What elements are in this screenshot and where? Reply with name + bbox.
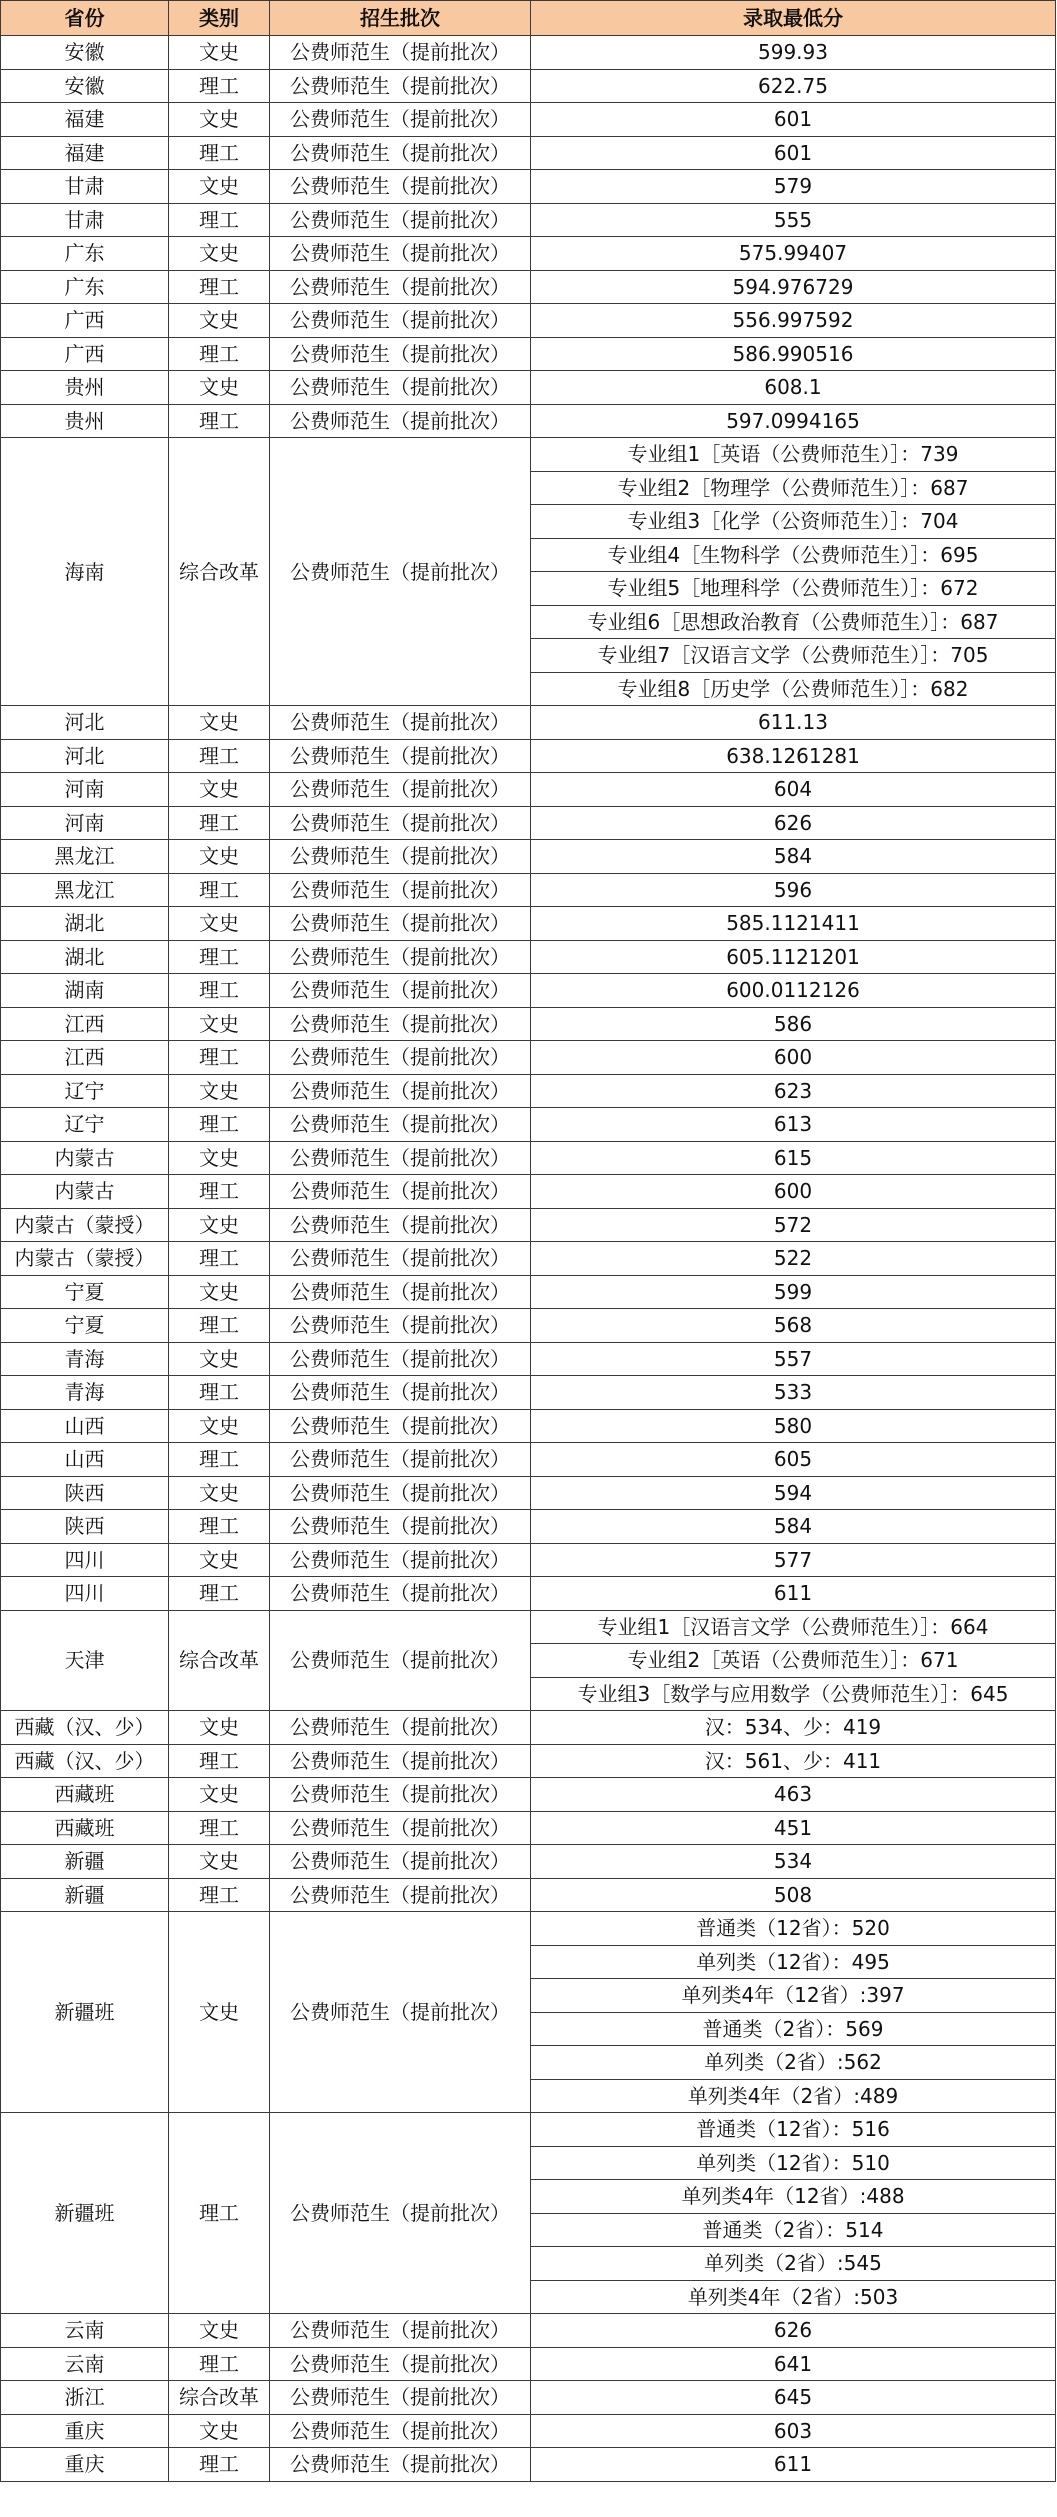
cell-province: 陕西 bbox=[1, 1476, 169, 1510]
cell-province: 内蒙古 bbox=[1, 1175, 169, 1209]
table-row bbox=[1, 1108, 1056, 1142]
cell-province: 内蒙古（蒙授） bbox=[1, 1208, 169, 1242]
cell-category: 理工 bbox=[169, 2448, 270, 2482]
cell-category: 理工 bbox=[169, 806, 270, 840]
cell-province: 辽宁 bbox=[1, 1108, 169, 1142]
cell-category: 文史 bbox=[169, 1409, 270, 1443]
cell-category: 理工 bbox=[169, 1744, 270, 1778]
table-row bbox=[1, 706, 1056, 740]
cell-batch: 公费师范生（提前批次） bbox=[270, 1610, 531, 1711]
cell-min-score: 专业组1［汉语言文学（公费师范生）］：664 bbox=[531, 1610, 1056, 1644]
cell-batch: 公费师范生（提前批次） bbox=[270, 1577, 531, 1611]
cell-category: 文史 bbox=[169, 2314, 270, 2348]
cell-min-score: 单列类4年（12省）:488 bbox=[531, 2180, 1056, 2214]
table-row bbox=[1, 1175, 1056, 1209]
cell-min-score: 594 bbox=[531, 1476, 1056, 1510]
cell-category: 理工 bbox=[169, 1309, 270, 1343]
cell-min-score: 585.1121411 bbox=[531, 907, 1056, 941]
cell-province: 湖南 bbox=[1, 974, 169, 1008]
cell-category: 文史 bbox=[169, 1476, 270, 1510]
cell-batch: 公费师范生（提前批次） bbox=[270, 2113, 531, 2314]
cell-min-score: 623 bbox=[531, 1074, 1056, 1108]
table-row bbox=[1, 36, 1056, 70]
table-row bbox=[1, 1510, 1056, 1544]
table-row bbox=[1, 170, 1056, 204]
cell-min-score: 611 bbox=[531, 2448, 1056, 2482]
cell-category: 理工 bbox=[169, 203, 270, 237]
cell-min-score: 522 bbox=[531, 1242, 1056, 1276]
table-row bbox=[1, 2113, 1056, 2147]
cell-batch: 公费师范生（提前批次） bbox=[270, 36, 531, 70]
cell-category: 综合改革 bbox=[169, 438, 270, 706]
cell-min-score: 603 bbox=[531, 2414, 1056, 2448]
cell-batch: 公费师范生（提前批次） bbox=[270, 1175, 531, 1209]
cell-province: 重庆 bbox=[1, 2448, 169, 2482]
cell-province: 河北 bbox=[1, 739, 169, 773]
table-row bbox=[1, 1778, 1056, 1812]
cell-min-score: 584 bbox=[531, 840, 1056, 874]
cell-batch: 公费师范生（提前批次） bbox=[270, 1309, 531, 1343]
cell-category: 理工 bbox=[169, 1041, 270, 1075]
cell-batch: 公费师范生（提前批次） bbox=[270, 1007, 531, 1041]
cell-category: 理工 bbox=[169, 1108, 270, 1142]
cell-province: 浙江 bbox=[1, 2381, 169, 2415]
cell-category: 文史 bbox=[169, 706, 270, 740]
cell-min-score: 463 bbox=[531, 1778, 1056, 1812]
cell-batch: 公费师范生（提前批次） bbox=[270, 773, 531, 807]
cell-province: 福建 bbox=[1, 103, 169, 137]
cell-category: 理工 bbox=[169, 1443, 270, 1477]
cell-min-score: 单列类（12省）：510 bbox=[531, 2146, 1056, 2180]
cell-province: 四川 bbox=[1, 1543, 169, 1577]
table-row bbox=[1, 873, 1056, 907]
cell-category: 文史 bbox=[169, 773, 270, 807]
cell-category: 理工 bbox=[169, 1510, 270, 1544]
cell-province: 贵州 bbox=[1, 404, 169, 438]
cell-min-score: 533 bbox=[531, 1376, 1056, 1410]
table-row bbox=[1, 2314, 1056, 2348]
cell-category: 文史 bbox=[169, 304, 270, 338]
cell-category: 文史 bbox=[169, 907, 270, 941]
cell-batch: 公费师范生（提前批次） bbox=[270, 304, 531, 338]
cell-min-score: 600.0112126 bbox=[531, 974, 1056, 1008]
cell-batch: 公费师范生（提前批次） bbox=[270, 1074, 531, 1108]
cell-batch: 公费师范生（提前批次） bbox=[270, 1744, 531, 1778]
cell-min-score: 600 bbox=[531, 1041, 1056, 1075]
table-row bbox=[1, 1409, 1056, 1443]
table-row bbox=[1, 1007, 1056, 1041]
cell-category: 理工 bbox=[169, 404, 270, 438]
table-row bbox=[1, 1912, 1056, 1946]
cell-category: 理工 bbox=[169, 337, 270, 371]
cell-min-score: 普通类（12省）：520 bbox=[531, 1912, 1056, 1946]
cell-min-score: 586 bbox=[531, 1007, 1056, 1041]
cell-min-score: 专业组4［生物科学（公费师范生）］：695 bbox=[531, 538, 1056, 572]
table-row bbox=[1, 773, 1056, 807]
cell-min-score: 622.75 bbox=[531, 69, 1056, 103]
header-min-score: 录取最低分 bbox=[531, 1, 1056, 36]
cell-province: 甘肃 bbox=[1, 170, 169, 204]
cell-batch: 公费师范生（提前批次） bbox=[270, 1711, 531, 1745]
cell-batch: 公费师范生（提前批次） bbox=[270, 1342, 531, 1376]
table-row bbox=[1, 1811, 1056, 1845]
cell-category: 理工 bbox=[169, 136, 270, 170]
table-row bbox=[1, 371, 1056, 405]
table-row bbox=[1, 840, 1056, 874]
table-row bbox=[1, 337, 1056, 371]
cell-min-score: 611.13 bbox=[531, 706, 1056, 740]
header-category: 类别 bbox=[169, 1, 270, 36]
cell-province: 青海 bbox=[1, 1342, 169, 1376]
cell-category: 综合改革 bbox=[169, 2381, 270, 2415]
cell-category: 文史 bbox=[169, 1845, 270, 1879]
cell-category: 理工 bbox=[169, 739, 270, 773]
cell-batch: 公费师范生（提前批次） bbox=[270, 1108, 531, 1142]
cell-category: 文史 bbox=[169, 237, 270, 271]
cell-batch: 公费师范生（提前批次） bbox=[270, 1778, 531, 1812]
cell-min-score: 600 bbox=[531, 1175, 1056, 1209]
cell-batch: 公费师范生（提前批次） bbox=[270, 840, 531, 874]
cell-category: 文史 bbox=[169, 1543, 270, 1577]
cell-category: 理工 bbox=[169, 2347, 270, 2381]
table-row bbox=[1, 1577, 1056, 1611]
cell-category: 文史 bbox=[169, 1275, 270, 1309]
cell-batch: 公费师范生（提前批次） bbox=[270, 371, 531, 405]
cell-min-score: 599.93 bbox=[531, 36, 1056, 70]
cell-province: 广西 bbox=[1, 337, 169, 371]
cell-batch: 公费师范生（提前批次） bbox=[270, 974, 531, 1008]
table-row bbox=[1, 237, 1056, 271]
cell-province: 江西 bbox=[1, 1007, 169, 1041]
cell-min-score: 604 bbox=[531, 773, 1056, 807]
cell-batch: 公费师范生（提前批次） bbox=[270, 1376, 531, 1410]
cell-min-score: 专业组3［化学（公资师范生）］：704 bbox=[531, 505, 1056, 539]
cell-category: 理工 bbox=[169, 2113, 270, 2314]
table-row bbox=[1, 940, 1056, 974]
cell-category: 理工 bbox=[169, 974, 270, 1008]
cell-min-score: 638.1261281 bbox=[531, 739, 1056, 773]
cell-min-score: 专业组1［英语（公费师范生）］：739 bbox=[531, 438, 1056, 472]
table-row bbox=[1, 2381, 1056, 2415]
cell-province: 甘肃 bbox=[1, 203, 169, 237]
cell-min-score: 557 bbox=[531, 1342, 1056, 1376]
table-row bbox=[1, 69, 1056, 103]
cell-min-score: 611 bbox=[531, 1577, 1056, 1611]
cell-batch: 公费师范生（提前批次） bbox=[270, 103, 531, 137]
cell-category: 文史 bbox=[169, 1342, 270, 1376]
table-row bbox=[1, 1744, 1056, 1778]
cell-batch: 公费师范生（提前批次） bbox=[270, 438, 531, 706]
cell-category: 理工 bbox=[169, 1878, 270, 1912]
cell-min-score: 单列类4年（2省）:503 bbox=[531, 2280, 1056, 2314]
cell-min-score: 专业组6［思想政治教育（公费师范生）］：687 bbox=[531, 605, 1056, 639]
header-province: 省份 bbox=[1, 1, 169, 36]
cell-batch: 公费师范生（提前批次） bbox=[270, 739, 531, 773]
cell-province: 天津 bbox=[1, 1610, 169, 1711]
table-row bbox=[1, 203, 1056, 237]
cell-province: 河北 bbox=[1, 706, 169, 740]
cell-min-score: 605.1121201 bbox=[531, 940, 1056, 974]
cell-batch: 公费师范生（提前批次） bbox=[270, 1912, 531, 2113]
table-row bbox=[1, 438, 1056, 472]
cell-min-score: 556.997592 bbox=[531, 304, 1056, 338]
cell-batch: 公费师范生（提前批次） bbox=[270, 1878, 531, 1912]
cell-min-score: 568 bbox=[531, 1309, 1056, 1343]
table-row bbox=[1, 907, 1056, 941]
cell-min-score: 专业组8［历史学（公费师范生）］：682 bbox=[531, 672, 1056, 706]
cell-category: 文史 bbox=[169, 371, 270, 405]
table-row bbox=[1, 270, 1056, 304]
cell-batch: 公费师范生（提前批次） bbox=[270, 170, 531, 204]
cell-min-score: 451 bbox=[531, 1811, 1056, 1845]
cell-batch: 公费师范生（提前批次） bbox=[270, 270, 531, 304]
cell-batch: 公费师范生（提前批次） bbox=[270, 1543, 531, 1577]
cell-province: 海南 bbox=[1, 438, 169, 706]
cell-min-score: 594.976729 bbox=[531, 270, 1056, 304]
cell-batch: 公费师范生（提前批次） bbox=[270, 404, 531, 438]
cell-min-score: 601 bbox=[531, 136, 1056, 170]
cell-min-score: 580 bbox=[531, 1409, 1056, 1443]
cell-province: 湖北 bbox=[1, 907, 169, 941]
cell-province: 西藏（汉、少） bbox=[1, 1711, 169, 1745]
table-row bbox=[1, 1443, 1056, 1477]
cell-batch: 公费师范生（提前批次） bbox=[270, 873, 531, 907]
cell-category: 理工 bbox=[169, 270, 270, 304]
cell-batch: 公费师范生（提前批次） bbox=[270, 1208, 531, 1242]
cell-batch: 公费师范生（提前批次） bbox=[270, 69, 531, 103]
cell-batch: 公费师范生（提前批次） bbox=[270, 806, 531, 840]
cell-min-score: 601 bbox=[531, 103, 1056, 137]
cell-province: 广东 bbox=[1, 237, 169, 271]
cell-category: 理工 bbox=[169, 1175, 270, 1209]
cell-province: 贵州 bbox=[1, 371, 169, 405]
cell-min-score: 613 bbox=[531, 1108, 1056, 1142]
cell-province: 辽宁 bbox=[1, 1074, 169, 1108]
cell-min-score: 单列类（12省）：495 bbox=[531, 1945, 1056, 1979]
cell-min-score: 579 bbox=[531, 170, 1056, 204]
cell-batch: 公费师范生（提前批次） bbox=[270, 1409, 531, 1443]
cell-category: 理工 bbox=[169, 873, 270, 907]
cell-batch: 公费师范生（提前批次） bbox=[270, 1275, 531, 1309]
cell-province: 河南 bbox=[1, 773, 169, 807]
cell-min-score: 专业组2［英语（公费师范生）］：671 bbox=[531, 1644, 1056, 1678]
cell-min-score: 汉：561、少：411 bbox=[531, 1744, 1056, 1778]
table-row bbox=[1, 1242, 1056, 1276]
cell-category: 理工 bbox=[169, 1811, 270, 1845]
cell-province: 湖北 bbox=[1, 940, 169, 974]
cell-batch: 公费师范生（提前批次） bbox=[270, 1811, 531, 1845]
table-row bbox=[1, 304, 1056, 338]
cell-batch: 公费师范生（提前批次） bbox=[270, 2314, 531, 2348]
cell-category: 文史 bbox=[169, 103, 270, 137]
cell-min-score: 597.0994165 bbox=[531, 404, 1056, 438]
table-row bbox=[1, 1845, 1056, 1879]
table-row bbox=[1, 2347, 1056, 2381]
cell-province: 新疆 bbox=[1, 1845, 169, 1879]
cell-province: 黑龙江 bbox=[1, 873, 169, 907]
cell-min-score: 641 bbox=[531, 2347, 1056, 2381]
cell-min-score: 615 bbox=[531, 1141, 1056, 1175]
table-row bbox=[1, 136, 1056, 170]
cell-min-score: 专业组7［汉语言文学（公费师范生）］：705 bbox=[531, 639, 1056, 673]
cell-min-score: 普通类（2省）：514 bbox=[531, 2213, 1056, 2247]
cell-min-score: 508 bbox=[531, 1878, 1056, 1912]
cell-batch: 公费师范生（提前批次） bbox=[270, 237, 531, 271]
cell-batch: 公费师范生（提前批次） bbox=[270, 2448, 531, 2482]
cell-province: 安徽 bbox=[1, 36, 169, 70]
cell-min-score: 专业组3［数学与应用数学（公费师范生）］：645 bbox=[531, 1677, 1056, 1711]
cell-batch: 公费师范生（提前批次） bbox=[270, 1476, 531, 1510]
cell-province: 河南 bbox=[1, 806, 169, 840]
cell-province: 西藏班 bbox=[1, 1778, 169, 1812]
cell-min-score: 572 bbox=[531, 1208, 1056, 1242]
cell-category: 综合改革 bbox=[169, 1610, 270, 1711]
cell-category: 文史 bbox=[169, 1912, 270, 2113]
cell-batch: 公费师范生（提前批次） bbox=[270, 1242, 531, 1276]
cell-min-score: 普通类（2省）：569 bbox=[531, 2012, 1056, 2046]
cell-province: 宁夏 bbox=[1, 1275, 169, 1309]
cell-min-score: 534 bbox=[531, 1845, 1056, 1879]
cell-min-score: 汉：534、少：419 bbox=[531, 1711, 1056, 1745]
cell-category: 理工 bbox=[169, 1242, 270, 1276]
table-body bbox=[1, 36, 1056, 2482]
cell-category: 文史 bbox=[169, 1208, 270, 1242]
table-row bbox=[1, 739, 1056, 773]
cell-province: 山西 bbox=[1, 1443, 169, 1477]
cell-min-score: 626 bbox=[531, 806, 1056, 840]
cell-min-score: 专业组2［物理学（公费师范生）］：687 bbox=[531, 471, 1056, 505]
cell-min-score: 单列类4年（2省）:489 bbox=[531, 2079, 1056, 2113]
table-row bbox=[1, 1711, 1056, 1745]
table-row bbox=[1, 806, 1056, 840]
cell-province: 福建 bbox=[1, 136, 169, 170]
cell-province: 广西 bbox=[1, 304, 169, 338]
cell-batch: 公费师范生（提前批次） bbox=[270, 706, 531, 740]
cell-min-score: 单列类（2省）:545 bbox=[531, 2247, 1056, 2281]
table-row bbox=[1, 1141, 1056, 1175]
cell-province: 四川 bbox=[1, 1577, 169, 1611]
cell-category: 文史 bbox=[169, 1141, 270, 1175]
table-header-row bbox=[1, 1, 1056, 36]
header-batch: 招生批次 bbox=[270, 1, 531, 36]
cell-batch: 公费师范生（提前批次） bbox=[270, 136, 531, 170]
cell-min-score: 575.99407 bbox=[531, 237, 1056, 271]
cell-province: 山西 bbox=[1, 1409, 169, 1443]
table-row bbox=[1, 1208, 1056, 1242]
cell-batch: 公费师范生（提前批次） bbox=[270, 337, 531, 371]
cell-batch: 公费师范生（提前批次） bbox=[270, 2347, 531, 2381]
cell-min-score: 555 bbox=[531, 203, 1056, 237]
table-row bbox=[1, 1376, 1056, 1410]
cell-min-score: 单列类4年（12省）:397 bbox=[531, 1979, 1056, 2013]
cell-province: 广东 bbox=[1, 270, 169, 304]
cell-min-score: 626 bbox=[531, 2314, 1056, 2348]
table-row bbox=[1, 1275, 1056, 1309]
cell-category: 理工 bbox=[169, 940, 270, 974]
cell-province: 云南 bbox=[1, 2314, 169, 2348]
cell-category: 文史 bbox=[169, 36, 270, 70]
cell-category: 文史 bbox=[169, 840, 270, 874]
cell-province: 黑龙江 bbox=[1, 840, 169, 874]
cell-province: 重庆 bbox=[1, 2414, 169, 2448]
cell-batch: 公费师范生（提前批次） bbox=[270, 1141, 531, 1175]
cell-province: 青海 bbox=[1, 1376, 169, 1410]
cell-min-score: 645 bbox=[531, 2381, 1056, 2415]
cell-category: 文史 bbox=[169, 1007, 270, 1041]
cell-batch: 公费师范生（提前批次） bbox=[270, 1041, 531, 1075]
cell-batch: 公费师范生（提前批次） bbox=[270, 1510, 531, 1544]
table-row bbox=[1, 974, 1056, 1008]
cell-batch: 公费师范生（提前批次） bbox=[270, 1443, 531, 1477]
cell-batch: 公费师范生（提前批次） bbox=[270, 2414, 531, 2448]
cell-province: 西藏班 bbox=[1, 1811, 169, 1845]
cell-min-score: 586.990516 bbox=[531, 337, 1056, 371]
cell-batch: 公费师范生（提前批次） bbox=[270, 907, 531, 941]
cell-batch: 公费师范生（提前批次） bbox=[270, 203, 531, 237]
cell-min-score: 普通类（12省）：516 bbox=[531, 2113, 1056, 2147]
cell-min-score: 599 bbox=[531, 1275, 1056, 1309]
cell-category: 文史 bbox=[169, 1074, 270, 1108]
cell-province: 新疆 bbox=[1, 1878, 169, 1912]
cell-min-score: 608.1 bbox=[531, 371, 1056, 405]
table-row bbox=[1, 1543, 1056, 1577]
table-row bbox=[1, 2448, 1056, 2482]
table-row bbox=[1, 404, 1056, 438]
table-row bbox=[1, 1074, 1056, 1108]
cell-category: 理工 bbox=[169, 1577, 270, 1611]
cell-batch: 公费师范生（提前批次） bbox=[270, 1845, 531, 1879]
table-row bbox=[1, 1476, 1056, 1510]
cell-min-score: 专业组5［地理科学（公费师范生）］：672 bbox=[531, 572, 1056, 606]
cell-batch: 公费师范生（提前批次） bbox=[270, 940, 531, 974]
cell-min-score: 单列类（2省）:562 bbox=[531, 2046, 1056, 2080]
cell-min-score: 577 bbox=[531, 1543, 1056, 1577]
cell-category: 理工 bbox=[169, 69, 270, 103]
cell-province: 云南 bbox=[1, 2347, 169, 2381]
cell-batch: 公费师范生（提前批次） bbox=[270, 2381, 531, 2415]
table-row bbox=[1, 1309, 1056, 1343]
cell-category: 理工 bbox=[169, 1376, 270, 1410]
cell-category: 文史 bbox=[169, 170, 270, 204]
cell-category: 文史 bbox=[169, 2414, 270, 2448]
cell-province: 陕西 bbox=[1, 1510, 169, 1544]
table-row bbox=[1, 1342, 1056, 1376]
table-row bbox=[1, 2414, 1056, 2448]
cell-province: 新疆班 bbox=[1, 1912, 169, 2113]
cell-min-score: 605 bbox=[531, 1443, 1056, 1477]
cell-province: 新疆班 bbox=[1, 2113, 169, 2314]
cell-province: 内蒙古 bbox=[1, 1141, 169, 1175]
cell-category: 文史 bbox=[169, 1778, 270, 1812]
table-row bbox=[1, 1878, 1056, 1912]
cell-province: 西藏（汉、少） bbox=[1, 1744, 169, 1778]
cell-province: 江西 bbox=[1, 1041, 169, 1075]
cell-province: 安徽 bbox=[1, 69, 169, 103]
cell-min-score: 584 bbox=[531, 1510, 1056, 1544]
cell-province: 内蒙古（蒙授） bbox=[1, 1242, 169, 1276]
cell-province: 宁夏 bbox=[1, 1309, 169, 1343]
table-row bbox=[1, 103, 1056, 137]
table-row bbox=[1, 1041, 1056, 1075]
cell-min-score: 596 bbox=[531, 873, 1056, 907]
table-row bbox=[1, 1610, 1056, 1644]
cell-category: 文史 bbox=[169, 1711, 270, 1745]
